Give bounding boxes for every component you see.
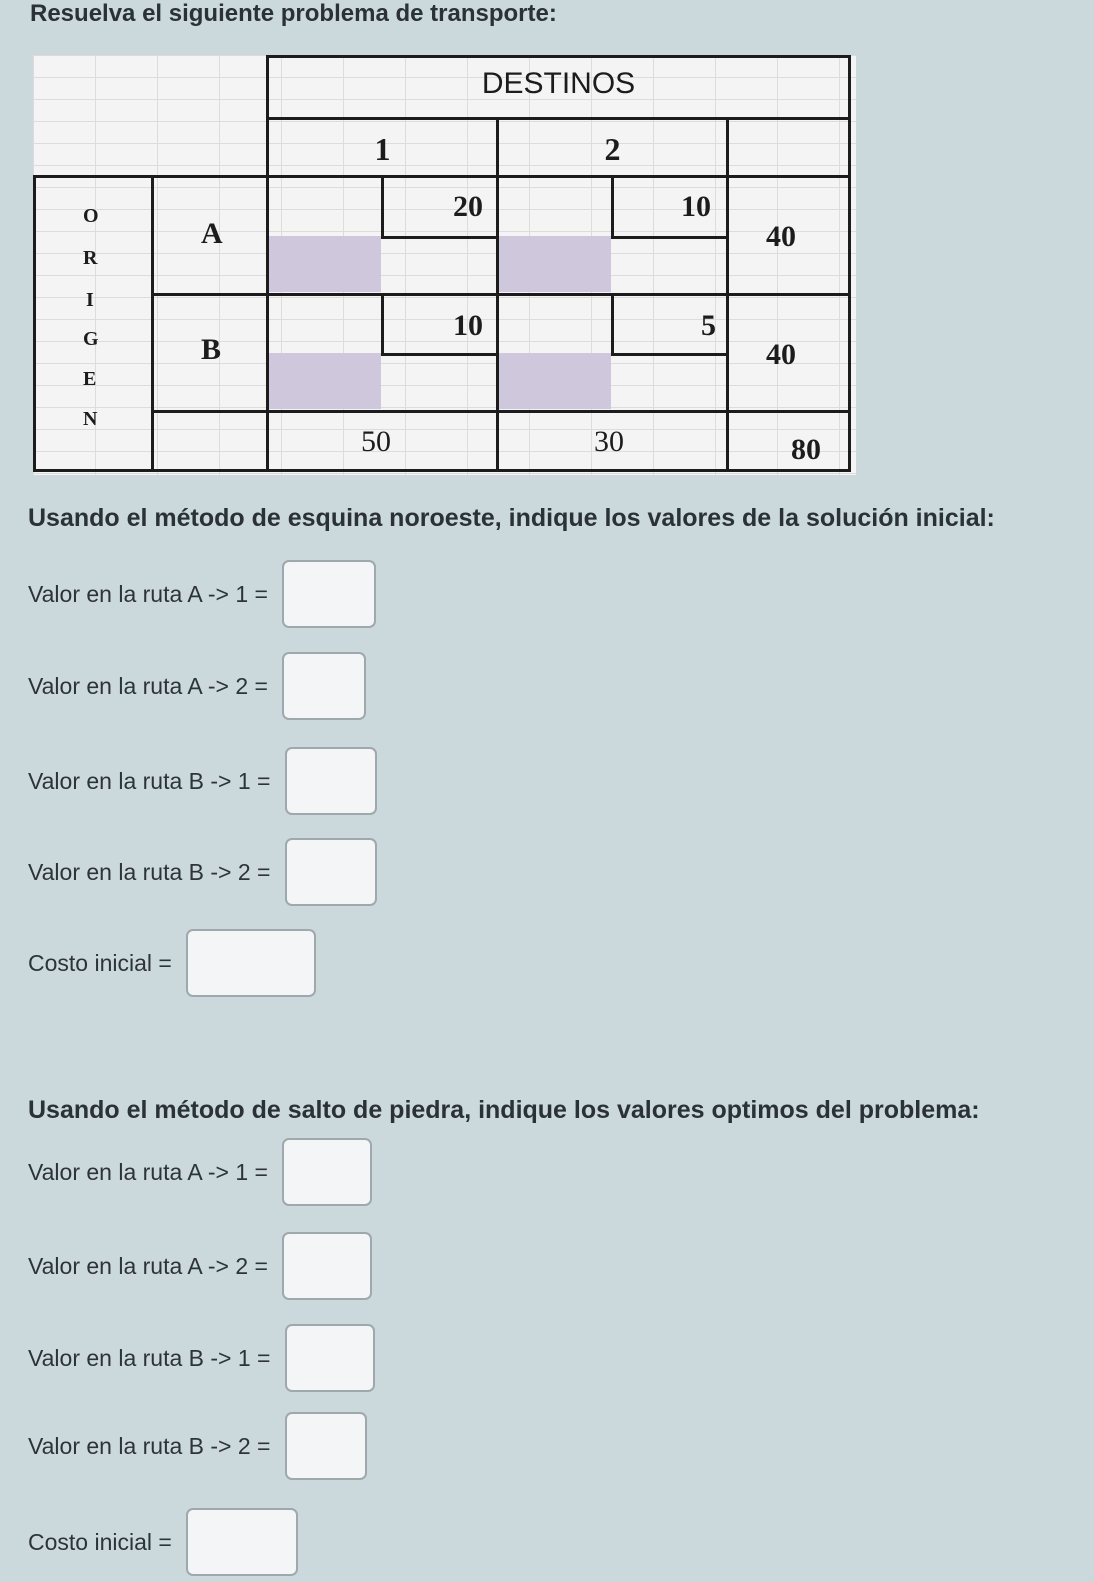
answer-input-a1-optimal[interactable] <box>282 1138 372 1206</box>
question-row <box>28 1138 372 1206</box>
question-label: Valor en la ruta B -> 2 = <box>28 858 271 885</box>
question-label: Valor en la ruta A -> 1 = <box>28 580 268 607</box>
question-row <box>28 652 366 720</box>
demand-2: 30 <box>594 425 624 458</box>
question-label: Valor en la ruta A -> 2 = <box>28 672 268 699</box>
answer-input-b1[interactable] <box>285 747 377 815</box>
origin-b-label: B <box>201 333 222 366</box>
answer-input-cost[interactable] <box>186 929 316 997</box>
destinations-header: DESTINOS <box>481 67 636 100</box>
answer-input-a1[interactable] <box>282 560 376 628</box>
cost-b-2: 5 <box>701 309 716 342</box>
answer-input-b2-optimal[interactable] <box>285 1412 367 1480</box>
supply-a: 40 <box>766 220 796 253</box>
origin-letter: N <box>83 408 98 430</box>
destination-2-label: 2 <box>604 131 621 167</box>
answer-input-b1-optimal[interactable] <box>285 1324 375 1392</box>
origin-a-label: A <box>201 217 223 250</box>
problem-prompt: Resuelva el siguiente problema de transporte: <box>30 0 557 27</box>
question-label: Valor en la ruta B -> 2 = <box>28 1432 271 1459</box>
destination-1-label: 1 <box>374 131 391 167</box>
question-row <box>28 1508 298 1576</box>
question-row <box>28 929 316 997</box>
question-label: Valor en la ruta B -> 1 = <box>28 1344 271 1371</box>
question-row <box>28 838 377 906</box>
cost-a-1: 20 <box>453 190 483 223</box>
question-label: Costo inicial = <box>28 949 172 976</box>
origin-letter: G <box>83 328 99 350</box>
cost-b-1: 10 <box>453 309 483 342</box>
question-row <box>28 1412 367 1480</box>
origin-letter: O <box>83 205 99 227</box>
origin-letter: I <box>86 289 94 311</box>
question-row <box>28 1232 372 1300</box>
demand-1: 50 <box>361 425 391 458</box>
section2-title: Usando el método de salto de piedra, indique los valores optimos del problema: <box>28 1096 980 1124</box>
total: 80 <box>791 433 821 466</box>
transport-table <box>33 55 856 475</box>
cost-a-2: 10 <box>681 190 711 223</box>
question-row <box>28 1324 375 1392</box>
answer-input-a2-optimal[interactable] <box>282 1232 372 1300</box>
origin-letter: R <box>83 247 98 269</box>
question-row <box>28 747 377 815</box>
answer-input-cost-optimal[interactable] <box>186 1508 298 1576</box>
section1-title: Usando el método de esquina noroeste, indique los valores de la solución inicial: <box>28 504 995 532</box>
answer-input-b2[interactable] <box>285 838 377 906</box>
question-label: Costo inicial = <box>28 1528 172 1555</box>
answer-input-a2[interactable] <box>282 652 366 720</box>
supply-b: 40 <box>766 338 796 371</box>
question-row <box>28 560 376 628</box>
question-label: Valor en la ruta B -> 1 = <box>28 767 271 794</box>
question-label: Valor en la ruta A -> 2 = <box>28 1252 268 1279</box>
question-label: Valor en la ruta A -> 1 = <box>28 1158 268 1185</box>
origin-letter: E <box>83 368 97 390</box>
